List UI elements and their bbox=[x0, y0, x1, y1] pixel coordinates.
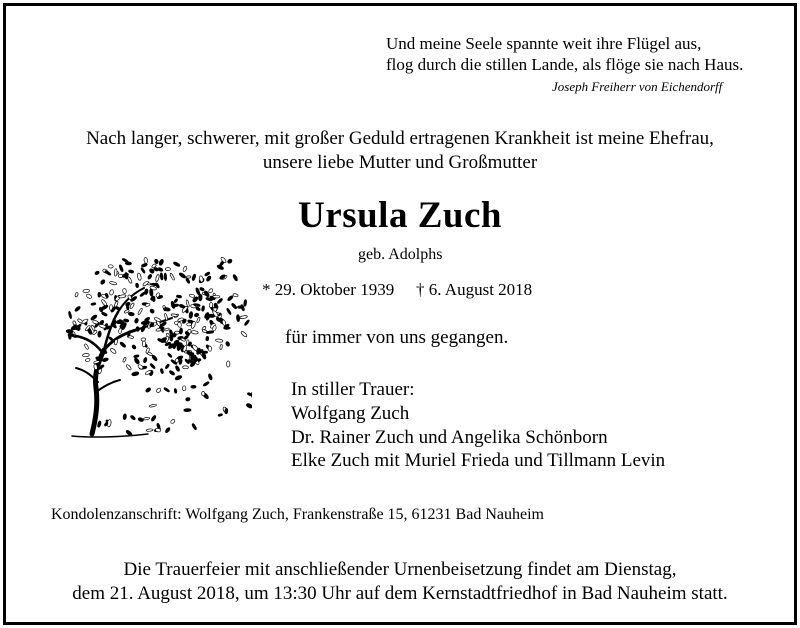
mourner-name: Elke Zuch mit Muriel Frieda und Tillmann Levin bbox=[291, 450, 666, 471]
intro-line-2: unsere liebe Mutter und Großmutter bbox=[262, 152, 538, 173]
quote-line-1: Und meine Seele spannte weit ihre Flügel aus, bbox=[386, 34, 702, 53]
funeral-line-1: Die Trauerfeier mit anschließender Urnenbeisetzung findet am Dienstag, bbox=[123, 559, 677, 580]
quote-author: Joseph Freiherr von Eichendorff bbox=[552, 79, 723, 94]
condolence-address: Kondolenzanschrift: Wolfgang Zuch, Frankenstraße 15, 61231 Bad Nauheim bbox=[51, 506, 544, 523]
death-date: † 6. August 2018 bbox=[416, 280, 533, 299]
birth-date: * 29. Oktober 1939 bbox=[262, 280, 395, 299]
intro-line-1: Nach langer, schwerer, mit großer Geduld ertragenen Krankheit ist meine Ehefrau, bbox=[86, 128, 714, 149]
mourner-name: Dr. Rainer Zuch und Angelika Schönborn bbox=[291, 427, 608, 448]
obituary-notice bbox=[3, 3, 797, 625]
deceased-name: Ursula Zuch bbox=[298, 195, 502, 236]
funeral-line-2: dem 21. August 2018, um 13:30 Uhr auf dem Kernstadtfriedhof in Bad Nauheim statt. bbox=[72, 583, 728, 604]
tree-trunk bbox=[72, 288, 172, 437]
quote-line-2: flog durch die stillen Lande, als flöge sie nach Haus. bbox=[386, 55, 744, 74]
mourner-name: Wolfgang Zuch bbox=[291, 403, 410, 424]
birth-name: geb. Adolphs bbox=[358, 246, 443, 263]
mourners-heading: In stiller Trauer: bbox=[291, 379, 415, 400]
passed-text: für immer von uns gegangen. bbox=[285, 327, 509, 348]
tree-with-falling-leaves-icon bbox=[52, 242, 252, 442]
